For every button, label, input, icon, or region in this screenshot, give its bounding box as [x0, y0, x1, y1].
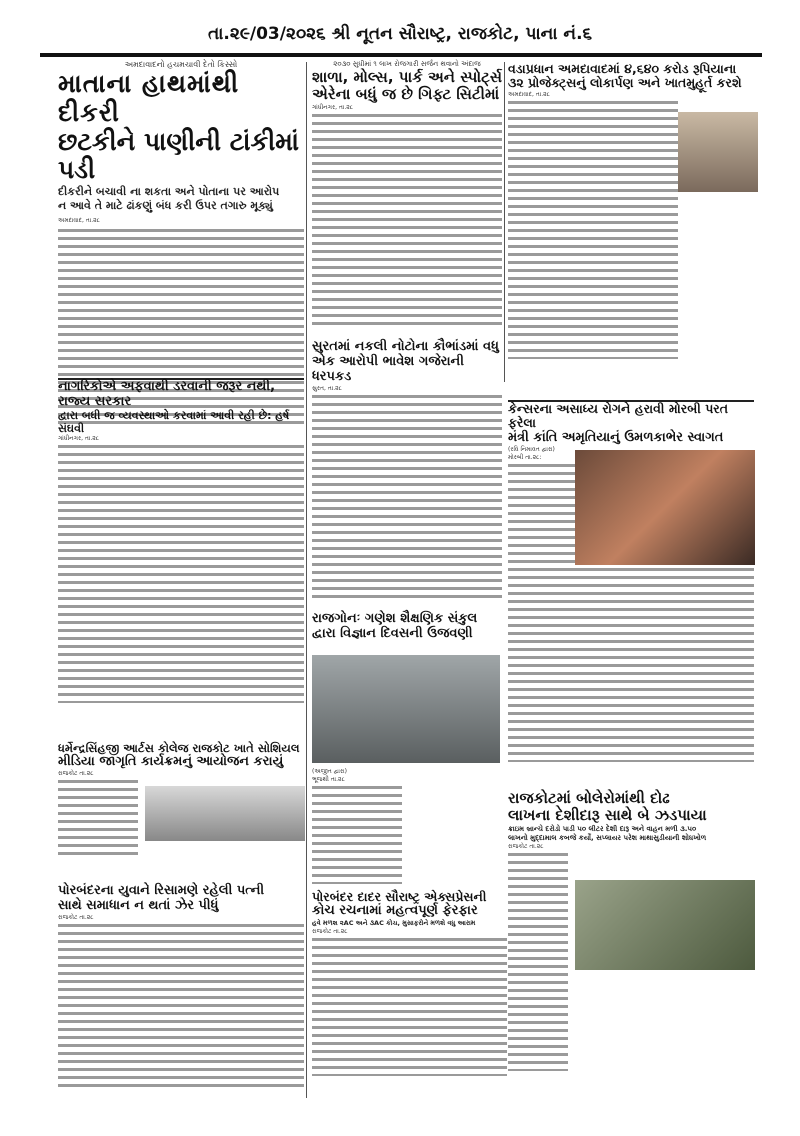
article-body: [312, 393, 502, 603]
article-body: [508, 851, 568, 1071]
kicker: ૨૦૩૦ સુધીમાં ૧ લાખ રોજગારી સર્જન થવાનો અંદાજ: [333, 60, 481, 68]
article-body: [58, 922, 304, 1092]
headline: એરેના બધું જ છે ગિફ્ટ સિટીમાં: [312, 85, 500, 104]
headline: પોરબંદર દાદર સૌરાષ્ટ્ર એક્સપ્રેસની: [312, 889, 487, 904]
column-divider: [306, 62, 307, 1098]
headline: શાળા, મોલ્સ, પાર્ક અને સ્પોર્ટ્સ: [312, 68, 502, 86]
article-body: [312, 784, 402, 884]
headline: દ્વારા વિજ્ઞાન દિવસની ઉજવણી: [312, 625, 473, 641]
article-body: [312, 112, 502, 330]
headline: છટકીને પાણીની ટાંકીમાં પડી: [58, 126, 300, 185]
dateline: ગાંધીનગર, તા.૨૮: [58, 435, 100, 443]
dateline: રાજકોટ તા.૨૮: [312, 928, 348, 936]
subheadline: હવે મળશ ૨AC અને ૩AC કોચ, મુસાફરોને મળશે વધુ આરામ: [312, 919, 476, 928]
kicker: અમદાવાદનો હચમચાવી દેતો કિસ્સો: [124, 60, 238, 69]
dateline: રાજકોટ તા.૨૮: [508, 842, 544, 850]
byline: (અજીત દ્વારા): [312, 768, 347, 775]
masthead: તા.૨૯/03/૨૦૨૬ શ્રી નૂતન સૌરાષ્ટ્ર, રાજકોટ, પાના નં.૬: [207, 24, 593, 44]
headline: એક આરોપી ભાવેશ ગજેરાની ધરપકડ: [312, 353, 464, 384]
article-express: [312, 890, 507, 1076]
headline: સાથે સમાધાન ન થતાં ઝેર પીધું: [58, 897, 219, 913]
dateline: મોરબી તા.૨૮:: [508, 453, 542, 461]
article-body: [58, 778, 138, 858]
headline: સુરતમાં નકલી નોટોના કૌભાંડમાં વધુ: [312, 339, 499, 354]
article-body: [508, 99, 678, 359]
article-rajgon: [312, 612, 502, 642]
article-body: [312, 936, 507, 1076]
subheadline: ક્રાઇમ બ્રાન્ચે દરોડો પાડી ૫૦ લીટર દેશી દારૂ અને વાહન મળી ૩.૫૦: [508, 824, 697, 833]
cancer-photo: [575, 450, 755, 565]
article-pm: [508, 62, 753, 363]
article-citizens: [58, 380, 304, 703]
article-surat: [312, 340, 502, 603]
dateline: અમદાવાદ, તા.૨૮: [508, 90, 550, 98]
subheadline: ન આવે તે માટે ઢાંકણું બંધ કરી ઉપર તગારુ મૂક્યું: [58, 199, 273, 212]
article-giftcity: [312, 60, 502, 330]
dateline: ગાંધીનગર, તા.૨૮: [312, 103, 354, 111]
headline: ધર્મેન્દ્રસિંહજી આર્ટસ કોલેજ રાજકોટ ખાતે સોશિયલ: [58, 741, 300, 755]
headline: પોરબંદરના યુવાને રિસામણે રહેલી પત્ની: [58, 883, 265, 898]
bolero-photo: [575, 880, 755, 970]
headline: કોચ રચનામાં મહત્વપૂર્ણ ફેરફાર: [312, 903, 478, 919]
dateline: ભૂજથી તા.૨૮: [312, 776, 345, 783]
headline: વડાપ્રધાન અમદાવાદમાં ૪,૬૪૦ કરોડ રૂપિયાના: [508, 61, 737, 76]
headline: મંત્રી કાંતિ અમૃતિયાનું ઉમળકાભેર સ્વાગત: [508, 429, 724, 445]
dateline: અમદાવાદ, તા.૨૮: [58, 217, 100, 224]
masthead-rule: [40, 53, 762, 57]
subheadline: દીકરીને બચાવી ના શકતા અને પોતાના પર આરોપ: [58, 185, 280, 198]
article-porbandar: [58, 884, 304, 1092]
column-divider: [504, 62, 505, 382]
headline: રાજગોનઃ ગણેશ શૈક્ષણિક સંકુલ: [312, 611, 478, 626]
dateline: રાજકોટ તા.૨૮: [58, 770, 94, 778]
pm-photo: [678, 112, 758, 192]
dateline: સુરત, તા.૨૮: [312, 384, 342, 392]
rajgon-photo: [312, 655, 500, 763]
article-body: [58, 443, 304, 703]
headline: ૩૨ પ્રોજેક્ટ્સનું લોકાર્પણ અને ખાતમુહૂર્ત કરશે: [508, 75, 742, 91]
article-mother: [58, 60, 304, 427]
headline: કેન્સરના અસાધ્ય રોગને હરાવી મોરબી પરત ફરેલા: [508, 401, 729, 431]
headline: દ્વારા બધી જ વ્યવસ્થાઓ કરવામાં આવી રહી છે: હર્ષ સંઘવી: [58, 408, 290, 435]
college-photo: [145, 786, 305, 841]
headline: લાખના દેશીદારૂ સાથે બે ઝડપાયા: [508, 806, 707, 825]
headline: નાગરિકોએ અફવાથી ડરવાની જરૂર નથી, રાજ્ય સરકાર: [58, 379, 276, 409]
headline: મીડિયા જાગૃતિ કાર્યક્રમનું આયોજન કરાયું: [58, 754, 284, 770]
subheadline: લાખનો મુદ્દામાલ કબજે કર્યો, સપ્લાયર પરેશ માથાસુડીયાની શોધખોળ: [508, 833, 707, 842]
rajgon-byline: [312, 768, 402, 884]
dateline: રાજકોટ તા.૨૮: [58, 913, 94, 921]
byline: (રવિ નિમાવત દ્વારા): [508, 445, 555, 453]
headline: માતાના હાથમાંથી દીકરી: [58, 69, 240, 127]
headline: રાજકોટમાં બોલેરોમાંથી દોઢ: [508, 789, 670, 807]
